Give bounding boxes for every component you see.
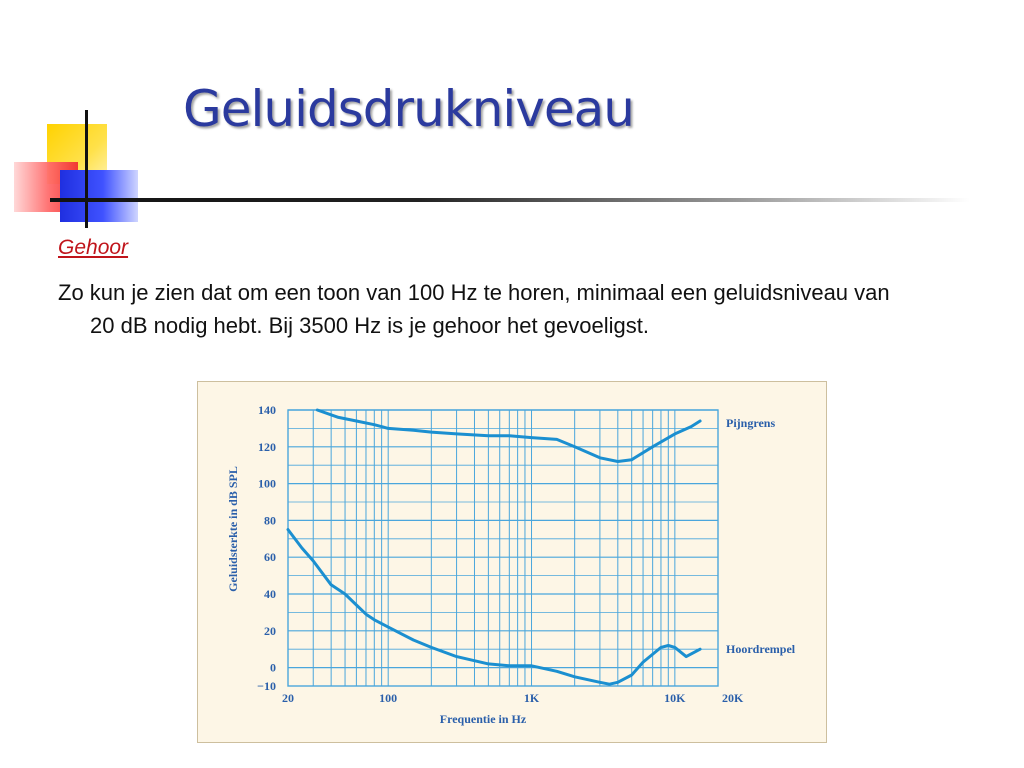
decor-blue-square	[60, 170, 138, 222]
y-tick-label: 120	[258, 439, 276, 454]
chart-container	[197, 381, 827, 743]
x-tick-label: 20K	[722, 691, 744, 705]
series-label-hoordrempel: Hoordrempel	[726, 642, 796, 657]
decor-vertical-line	[85, 110, 88, 228]
y-tick-label: −10	[257, 679, 276, 693]
x-axis-label: Frequentie in Hz	[439, 712, 527, 726]
series-line-hoordrempel	[288, 530, 700, 685]
x-tick-label: 100	[379, 691, 398, 705]
title-underline	[50, 198, 970, 202]
y-tick-label: 0	[270, 660, 276, 675]
slide-title: Geluidsdrukniveau	[183, 80, 634, 138]
y-tick-label: 140	[258, 403, 276, 417]
plot-frame	[288, 410, 718, 686]
x-tick-label: 1K	[523, 691, 540, 705]
y-tick-label: 100	[258, 476, 276, 491]
y-tick-label: 80	[264, 513, 276, 528]
x-tick-label: 20	[282, 691, 294, 705]
y-tick-label: 60	[264, 550, 276, 565]
y-tick-label: 20	[264, 623, 276, 638]
body-paragraph: Zo kun je zien dat om een toon van 100 Hz te horen, minimaal een geluidsniveau van 20 dB nodig hebt. Bij 3500 Hz is je gehoor het gevoeligst.	[58, 280, 890, 338]
chart-series	[288, 410, 796, 684]
y-axis-label: Geluidsterkte in dB SPL	[226, 466, 240, 592]
series-label-pijngrens: Pijngrens	[726, 416, 776, 431]
frequency-chart	[198, 382, 828, 744]
subheading: Gehoor	[58, 236, 129, 259]
y-tick-label: 40	[264, 587, 276, 601]
x-tick-label: 10K	[664, 691, 686, 705]
chart-ticks	[257, 403, 744, 705]
chart-grid	[288, 410, 718, 686]
